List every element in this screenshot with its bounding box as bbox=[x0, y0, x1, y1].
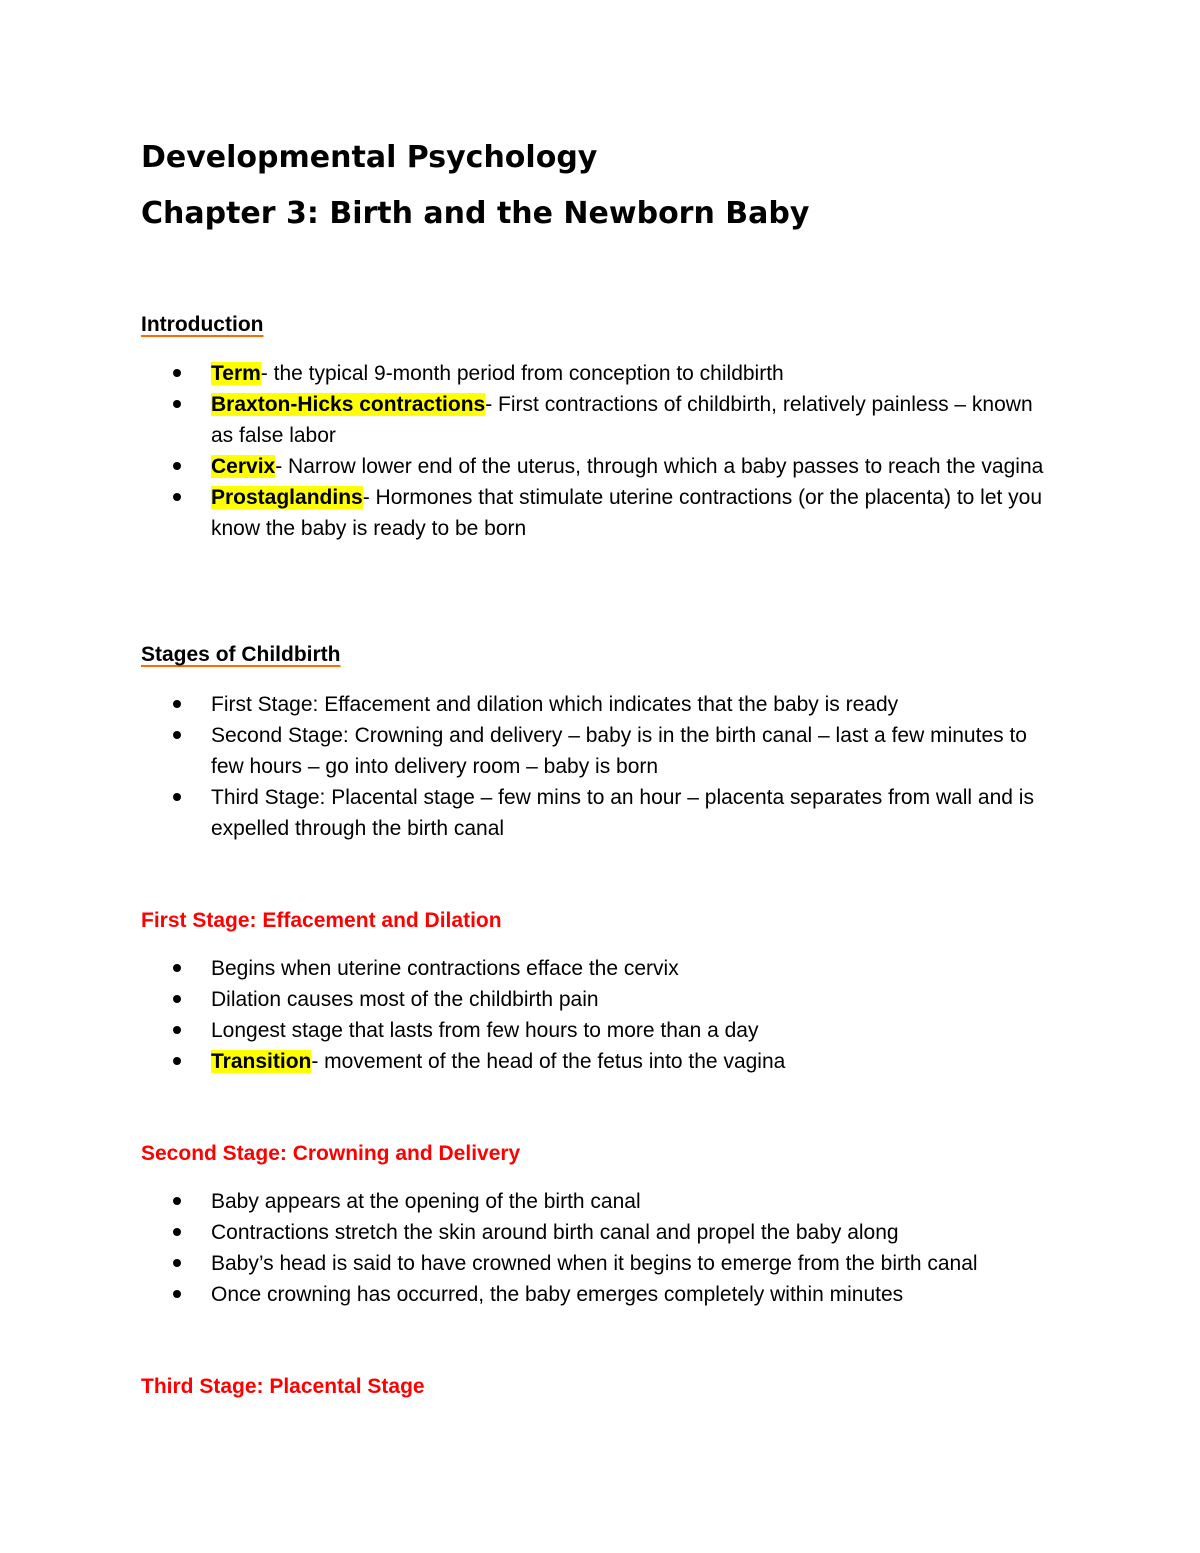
list-item bbox=[0, 953, 1051, 984]
list-item-text: Third Stage: Placental stage – few mins to an hour – placenta separates from wall and is expelled through the birth canal bbox=[211, 786, 1034, 840]
bullet-icon bbox=[173, 369, 181, 377]
list-item bbox=[0, 358, 1051, 389]
term-highlight: Cervix bbox=[211, 455, 276, 478]
term-definition: - the typical 9-month period from conception to childbirth bbox=[260, 362, 784, 385]
list-item bbox=[0, 389, 1051, 451]
bullet-icon bbox=[173, 1228, 181, 1236]
term-highlight: Prostaglandins bbox=[211, 486, 363, 509]
bullet-icon bbox=[173, 731, 181, 739]
term-definition: - Narrow lower end of the uterus, through which a baby passes to reach the vagina bbox=[275, 455, 1044, 478]
bullet-icon bbox=[173, 400, 181, 408]
document-title: Developmental Psychology bbox=[141, 140, 598, 175]
bullet-icon bbox=[173, 995, 181, 1003]
first-stage-list bbox=[0, 953, 1051, 1077]
list-item bbox=[0, 1186, 1051, 1217]
bullet-icon bbox=[173, 1290, 181, 1298]
bullet-icon bbox=[173, 1026, 181, 1034]
list-item-text: Once crowning has occurred, the baby emerges completely within minutes bbox=[211, 1283, 904, 1306]
term-definition: - movement of the head of the fetus into the vagina bbox=[311, 1050, 786, 1073]
term-highlight: Transition bbox=[211, 1050, 312, 1073]
list-item bbox=[0, 1248, 1051, 1279]
bullet-icon bbox=[173, 1057, 181, 1065]
list-item bbox=[0, 720, 1051, 782]
list-item-text: Contractions stretch the skin around birth canal and propel the baby along bbox=[211, 1221, 899, 1244]
list-item-text: Longest stage that lasts from few hours to more than a day bbox=[211, 1019, 759, 1042]
list-item-text: Baby appears at the opening of the birth canal bbox=[211, 1190, 641, 1213]
bullet-icon bbox=[173, 462, 181, 470]
term-highlight: Term bbox=[211, 362, 261, 385]
term-definition: - Hormones that stimulate uterine contractions (or the placenta) to let you know the baby is ready to be born bbox=[211, 486, 1043, 540]
list-item bbox=[0, 984, 1051, 1015]
list-item bbox=[0, 451, 1051, 482]
list-item-text: Dilation causes most of the childbirth pain bbox=[211, 988, 599, 1011]
section-heading-stages: Stages of Childbirth bbox=[141, 643, 341, 666]
bullet-icon bbox=[173, 964, 181, 972]
list-item bbox=[0, 482, 1051, 544]
bullet-icon bbox=[173, 1197, 181, 1205]
bullet-icon bbox=[173, 793, 181, 801]
list-item bbox=[0, 1217, 1051, 1248]
list-item bbox=[0, 1046, 1051, 1077]
list-item bbox=[0, 1279, 1051, 1310]
list-item bbox=[0, 689, 1051, 720]
bullet-icon bbox=[173, 493, 181, 501]
list-item-text: Begins when uterine contractions efface the cervix bbox=[211, 957, 679, 980]
section-heading-second-stage: Second Stage: Crowning and Delivery bbox=[141, 1142, 521, 1165]
stages-list bbox=[0, 689, 1051, 844]
bullet-icon bbox=[173, 1259, 181, 1267]
term-definition: - First contractions of childbirth, relatively painless – known as false labor bbox=[211, 393, 1033, 447]
section-heading-introduction: Introduction bbox=[141, 313, 264, 336]
term-highlight: Braxton-Hicks contractions bbox=[211, 393, 486, 416]
list-item-text: Baby’s head is said to have crowned when it begins to emerge from the birth canal bbox=[211, 1252, 978, 1275]
list-item bbox=[0, 1015, 1051, 1046]
bullet-icon bbox=[173, 700, 181, 708]
section-heading-third-stage: Third Stage: Placental Stage bbox=[141, 1375, 425, 1398]
introduction-list bbox=[0, 358, 1051, 544]
chapter-title: Chapter 3: Birth and the Newborn Baby bbox=[141, 196, 810, 231]
section-heading-first-stage: First Stage: Effacement and Dilation bbox=[141, 909, 502, 932]
list-item bbox=[0, 782, 1051, 844]
second-stage-list bbox=[0, 1186, 1051, 1310]
list-item-text: Second Stage: Crowning and delivery – baby is in the birth canal – last a few minutes to few hours – go into delivery room – baby is born bbox=[211, 724, 1027, 778]
list-item-text: First Stage: Effacement and dilation which indicates that the baby is ready bbox=[211, 693, 899, 716]
